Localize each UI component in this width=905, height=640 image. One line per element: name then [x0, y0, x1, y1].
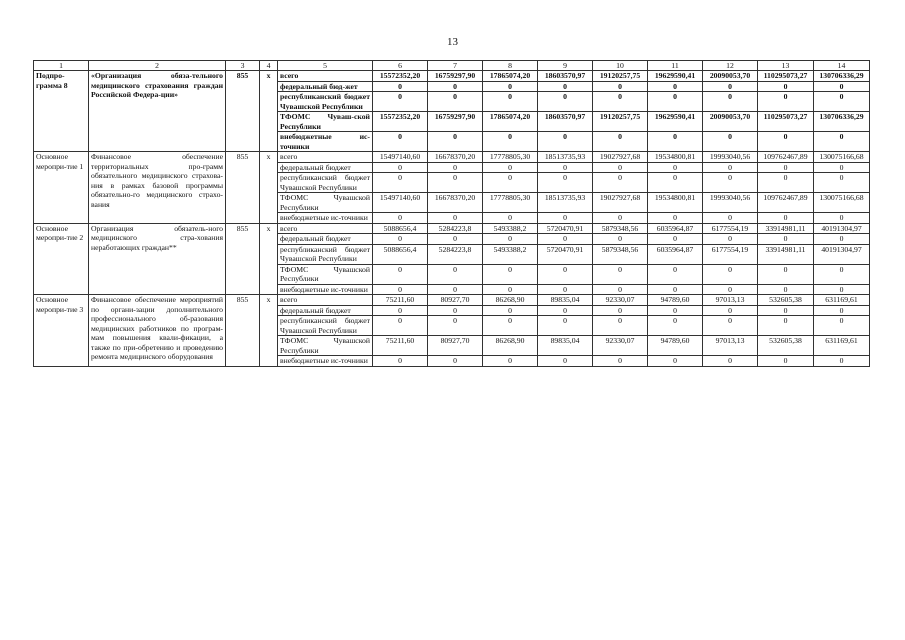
amount-cell: 0 [593, 305, 648, 316]
amount-cell: 0 [373, 81, 428, 92]
amount-cell: 80927,70 [428, 295, 483, 306]
amount-cell: 0 [814, 81, 870, 92]
amount-cell: 0 [428, 264, 483, 284]
amount-cell: 6177554,19 [703, 244, 758, 264]
amount-cell: 89835,04 [538, 336, 593, 356]
amount-cell: 0 [593, 284, 648, 295]
amount-cell: 0 [648, 264, 703, 284]
amount-cell: 0 [703, 264, 758, 284]
amount-cell: 6035964,87 [648, 244, 703, 264]
amount-cell: 0 [648, 356, 703, 367]
amount-cell: 19534800,81 [648, 193, 703, 213]
amount-cell: 6177554,19 [703, 223, 758, 234]
amount-cell: 0 [373, 92, 428, 112]
amount-cell: 19027927,68 [593, 152, 648, 163]
amount-cell: 0 [758, 162, 814, 173]
amount-cell: 0 [703, 316, 758, 336]
amount-cell: 19629590,41 [648, 112, 703, 132]
amount-cell: 6035964,87 [648, 223, 703, 234]
table-row [34, 223, 870, 234]
amount-cell: 16759297,90 [428, 112, 483, 132]
amount-cell: 0 [703, 173, 758, 193]
amount-cell: 5720470,91 [538, 223, 593, 234]
amount-cell: 5493388,2 [483, 223, 538, 234]
amount-cell: 0 [538, 264, 593, 284]
funding-source: внебюджетные ис-точники [278, 213, 373, 224]
funding-source: ТФОМС Чувашской Республики [278, 193, 373, 213]
amount-cell: 33914981,11 [758, 223, 814, 234]
amount-cell: 0 [373, 162, 428, 173]
amount-cell: 5284223,8 [428, 223, 483, 234]
amount-cell: 17778805,30 [483, 152, 538, 163]
amount-cell: 0 [428, 92, 483, 112]
amount-cell: 0 [758, 173, 814, 193]
amount-cell: 0 [483, 213, 538, 224]
column-number: 2 [89, 61, 226, 71]
amount-cell: 0 [538, 162, 593, 173]
funding-source: республиканский бюджет Чувашской Республики [278, 316, 373, 336]
column-number: 1 [34, 61, 89, 71]
amount-cell: 0 [483, 92, 538, 112]
amount-cell: 0 [814, 234, 870, 245]
amount-cell: 0 [373, 173, 428, 193]
table-row [34, 295, 870, 306]
amount-cell: 0 [538, 356, 593, 367]
amount-cell: 110295073,27 [758, 112, 814, 132]
program-description: «Организация обяза-тельного медицинского страхования граждан Российской Федера-ции» [89, 71, 226, 152]
column-number: 4 [260, 61, 278, 71]
amount-cell: 0 [814, 92, 870, 112]
amount-cell: 0 [648, 213, 703, 224]
amount-cell: 0 [593, 92, 648, 112]
amount-cell: 0 [703, 284, 758, 295]
amount-cell: 0 [428, 173, 483, 193]
program-description: Финансовое обеспечение территориальных про-грамм обязательного медицинского страхова-ния в рамках базовой программы обязательно-го медицинского страхо-вания [89, 152, 226, 224]
amount-cell: 0 [703, 81, 758, 92]
amount-cell: 0 [814, 284, 870, 295]
amount-cell: 0 [538, 92, 593, 112]
amount-cell: 33914981,11 [758, 244, 814, 264]
amount-cell: 0 [814, 162, 870, 173]
amount-cell: 19993040,56 [703, 193, 758, 213]
amount-cell: 16678370,20 [428, 152, 483, 163]
funding-source: внебюджетные ис-точники [278, 284, 373, 295]
amount-cell: 110295073,27 [758, 71, 814, 82]
table-row [34, 71, 870, 82]
column-number-row [34, 61, 870, 71]
amount-cell: 75211,60 [373, 295, 428, 306]
amount-cell: 20090053,70 [703, 112, 758, 132]
budget-code: 855 [226, 71, 260, 152]
amount-cell: 0 [483, 234, 538, 245]
amount-cell: 0 [483, 264, 538, 284]
funding-source: федеральный бюджет [278, 162, 373, 173]
amount-cell: 130706336,29 [814, 71, 870, 82]
amount-cell: 18603570,97 [538, 71, 593, 82]
amount-cell: 109762467,89 [758, 152, 814, 163]
amount-cell: 0 [538, 284, 593, 295]
amount-cell: 0 [593, 264, 648, 284]
amount-cell: 0 [373, 234, 428, 245]
amount-cell: 0 [703, 92, 758, 112]
amount-cell: 0 [428, 213, 483, 224]
amount-cell: 0 [428, 284, 483, 295]
funding-source: внебюджетные ис-точники [278, 356, 373, 367]
funding-source: республиканский бюджет Чувашской Республики [278, 173, 373, 193]
amount-cell: 0 [758, 213, 814, 224]
amount-cell: 86268,90 [483, 295, 538, 306]
program-label: Подпро-грамма 8 [34, 71, 89, 152]
amount-cell: 0 [593, 356, 648, 367]
column-number: 10 [593, 61, 648, 71]
column-number: 7 [428, 61, 483, 71]
amount-cell: 0 [758, 92, 814, 112]
amount-cell: 15572352,20 [373, 71, 428, 82]
amount-cell: 0 [428, 162, 483, 173]
amount-cell: 0 [814, 132, 870, 152]
amount-cell: 130706336,29 [814, 112, 870, 132]
amount-cell: 0 [814, 356, 870, 367]
amount-cell: 0 [648, 162, 703, 173]
funding-source: федеральный бюд-жет [278, 81, 373, 92]
amount-cell: 0 [758, 305, 814, 316]
amount-cell: 0 [483, 305, 538, 316]
funding-source: всего [278, 71, 373, 82]
amount-cell: 5088656,4 [373, 223, 428, 234]
amount-cell: 0 [648, 92, 703, 112]
amount-cell: 0 [373, 264, 428, 284]
amount-cell: 130075166,68 [814, 152, 870, 163]
amount-cell: 89835,04 [538, 295, 593, 306]
program-description: Финансовое обеспечение мероприятий по органи-зации дополнительного профессионального об-разования медицинских работников по програм-мам повышения квали-фикации, а также по при-обретению и проведению ремонта медицинского оборудования [89, 295, 226, 367]
x-mark: x [260, 71, 278, 152]
amount-cell: 0 [483, 284, 538, 295]
funding-source: республиканский бюджет Чувашской Республики [278, 244, 373, 264]
funding-source: ТФОМС Чувашской Республики [278, 336, 373, 356]
amount-cell: 0 [648, 305, 703, 316]
program-description: Организация обязатель-ного медицинского стра-хования неработающих граждан** [89, 223, 226, 295]
program-label: Основное меропри-тие 1 [34, 152, 89, 224]
amount-cell: 0 [538, 234, 593, 245]
amount-cell: 0 [538, 81, 593, 92]
budget-code: 855 [226, 295, 260, 367]
amount-cell: 0 [593, 132, 648, 152]
amount-cell: 0 [428, 234, 483, 245]
amount-cell: 19120257,75 [593, 71, 648, 82]
amount-cell: 0 [758, 264, 814, 284]
amount-cell: 16759297,90 [428, 71, 483, 82]
amount-cell: 16678370,20 [428, 193, 483, 213]
funding-table [33, 60, 870, 367]
amount-cell: 0 [593, 81, 648, 92]
amount-cell: 0 [483, 81, 538, 92]
amount-cell: 0 [428, 132, 483, 152]
amount-cell: 17865074,20 [483, 112, 538, 132]
amount-cell: 0 [428, 316, 483, 336]
amount-cell: 5493388,2 [483, 244, 538, 264]
amount-cell: 0 [703, 356, 758, 367]
amount-cell: 0 [483, 356, 538, 367]
amount-cell: 0 [538, 213, 593, 224]
column-number: 12 [703, 61, 758, 71]
amount-cell: 0 [758, 284, 814, 295]
amount-cell: 5879348,56 [593, 223, 648, 234]
amount-cell: 19629590,41 [648, 71, 703, 82]
amount-cell: 0 [483, 132, 538, 152]
amount-cell: 0 [483, 173, 538, 193]
amount-cell: 0 [758, 356, 814, 367]
column-number: 3 [226, 61, 260, 71]
amount-cell: 0 [703, 162, 758, 173]
amount-cell: 40191304,97 [814, 244, 870, 264]
amount-cell: 130075166,68 [814, 193, 870, 213]
amount-cell: 20090053,70 [703, 71, 758, 82]
funding-source: ТФОМС Чувашской Республики [278, 264, 373, 284]
amount-cell: 0 [648, 234, 703, 245]
amount-cell: 0 [483, 316, 538, 336]
amount-cell: 0 [593, 213, 648, 224]
amount-cell: 5088656,4 [373, 244, 428, 264]
table-row [34, 152, 870, 163]
amount-cell: 0 [814, 264, 870, 284]
amount-cell: 0 [373, 305, 428, 316]
amount-cell: 0 [428, 305, 483, 316]
amount-cell: 109762467,89 [758, 193, 814, 213]
amount-cell: 0 [593, 162, 648, 173]
amount-cell: 0 [758, 316, 814, 336]
amount-cell: 40191304,97 [814, 223, 870, 234]
program-label: Основное меропри-тие 3 [34, 295, 89, 367]
amount-cell: 631169,61 [814, 336, 870, 356]
amount-cell: 0 [814, 316, 870, 336]
x-mark: x [260, 295, 278, 367]
amount-cell: 92330,07 [593, 295, 648, 306]
amount-cell: 19120257,75 [593, 112, 648, 132]
amount-cell: 0 [758, 234, 814, 245]
budget-code: 855 [226, 152, 260, 224]
amount-cell: 15497140,60 [373, 193, 428, 213]
amount-cell: 0 [538, 316, 593, 336]
amount-cell: 0 [703, 234, 758, 245]
amount-cell: 0 [373, 132, 428, 152]
amount-cell: 0 [703, 213, 758, 224]
funding-source: ТФОМС Чуваш-ской Республики [278, 112, 373, 132]
amount-cell: 17778805,30 [483, 193, 538, 213]
amount-cell: 0 [373, 356, 428, 367]
column-number: 9 [538, 61, 593, 71]
amount-cell: 0 [814, 173, 870, 193]
amount-cell: 0 [593, 316, 648, 336]
amount-cell: 92330,07 [593, 336, 648, 356]
amount-cell: 0 [648, 284, 703, 295]
amount-cell: 80927,70 [428, 336, 483, 356]
funding-source: республиканский бюджет Чувашской Республики [278, 92, 373, 112]
amount-cell: 18513735,93 [538, 152, 593, 163]
table-body [34, 71, 870, 367]
column-number: 13 [758, 61, 814, 71]
funding-source: всего [278, 295, 373, 306]
amount-cell: 17865074,20 [483, 71, 538, 82]
amount-cell: 97013,13 [703, 336, 758, 356]
budget-code: 855 [226, 223, 260, 295]
amount-cell: 15497140,60 [373, 152, 428, 163]
amount-cell: 0 [373, 213, 428, 224]
amount-cell: 15572352,20 [373, 112, 428, 132]
amount-cell: 0 [373, 284, 428, 295]
amount-cell: 94789,60 [648, 295, 703, 306]
amount-cell: 0 [758, 81, 814, 92]
amount-cell: 0 [703, 132, 758, 152]
amount-cell: 94789,60 [648, 336, 703, 356]
amount-cell: 75211,60 [373, 336, 428, 356]
amount-cell: 0 [648, 81, 703, 92]
amount-cell: 86268,90 [483, 336, 538, 356]
amount-cell: 0 [814, 305, 870, 316]
column-number: 14 [814, 61, 870, 71]
amount-cell: 0 [538, 305, 593, 316]
funding-source: внебюджетные ис-точники [278, 132, 373, 152]
amount-cell: 0 [373, 316, 428, 336]
amount-cell: 0 [428, 356, 483, 367]
x-mark: x [260, 152, 278, 224]
amount-cell: 5879348,56 [593, 244, 648, 264]
amount-cell: 0 [538, 132, 593, 152]
amount-cell: 0 [703, 305, 758, 316]
amount-cell: 0 [483, 162, 538, 173]
amount-cell: 0 [593, 173, 648, 193]
amount-cell: 0 [593, 234, 648, 245]
page-number: 13 [447, 36, 458, 48]
amount-cell: 19534800,81 [648, 152, 703, 163]
amount-cell: 19027927,68 [593, 193, 648, 213]
amount-cell: 0 [538, 173, 593, 193]
funding-source: всего [278, 223, 373, 234]
amount-cell: 0 [428, 81, 483, 92]
amount-cell: 5284223,8 [428, 244, 483, 264]
x-mark: x [260, 223, 278, 295]
amount-cell: 5720470,91 [538, 244, 593, 264]
amount-cell: 532605,38 [758, 336, 814, 356]
column-number: 6 [373, 61, 428, 71]
amount-cell: 0 [758, 132, 814, 152]
column-number: 11 [648, 61, 703, 71]
amount-cell: 0 [648, 173, 703, 193]
amount-cell: 18513735,93 [538, 193, 593, 213]
amount-cell: 0 [814, 213, 870, 224]
program-label: Основное меропри-тие 2 [34, 223, 89, 295]
amount-cell: 18603570,97 [538, 112, 593, 132]
funding-source: всего [278, 152, 373, 163]
column-number: 8 [483, 61, 538, 71]
amount-cell: 532605,38 [758, 295, 814, 306]
amount-cell: 0 [648, 316, 703, 336]
amount-cell: 0 [648, 132, 703, 152]
amount-cell: 97013,13 [703, 295, 758, 306]
amount-cell: 19993040,56 [703, 152, 758, 163]
column-number: 5 [278, 61, 373, 71]
amount-cell: 631169,61 [814, 295, 870, 306]
funding-source: федеральный бюджет [278, 305, 373, 316]
funding-source: федеральный бюджет [278, 234, 373, 245]
